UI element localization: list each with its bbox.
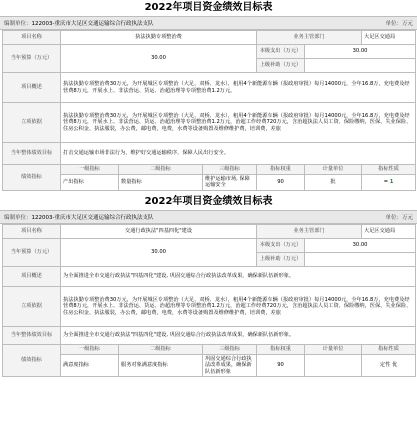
currency-unit: 单位：万元 (385, 214, 413, 221)
unit-name: 122003-重庆市大足区交通运输综合行政执法支队 (31, 21, 154, 27)
annual-goal-text: 为全面推进全市交通行政执法"四基四化"建设, 巩固交通综合行政执法改革成果，确保新队伍新形象。 (61, 326, 416, 344)
project-name: 交通行政执法"四基四化"建设 (61, 224, 257, 238)
indicators-label: 绩效指标 (3, 344, 61, 376)
indicator-header: 三级指标 (203, 165, 257, 175)
local-spend-value: 30.00 (305, 238, 416, 252)
local-spend-label: 本级支出（万元） (257, 238, 305, 252)
overview-label: 项目概述 (3, 266, 61, 286)
basis-text: 执法执勤专项整治费30万元，为开展城区专项整治（大足、双桥、龙水），租用4个新能源车辆（报政府审批）每月14000元，全年16.8万，充电费及经营费8万元，开展水上、非法营运、货运、治超治理等专项整治费1.2万元，治超工作经费720万元，含治超执法人员工资、保险缴纳，医保、失业保险、住房公积金、执法服装，办公费，邮电费，电费，水费等设备购置及维修维护费，培训费，差旅 (61, 286, 416, 326)
basis-label: 立项依据 (3, 286, 61, 326)
project-name-label: 项目名称 (3, 31, 61, 45)
currency-unit: 单位：万元 (385, 21, 413, 27)
indicator-level3: 巩固交通综合行政执法改革成果，确保新队伍新形象 (203, 354, 257, 376)
indicator-value: 1 (389, 179, 394, 186)
indicator-header: 指标性质 (362, 165, 416, 175)
local-spend-value: 30.00 (305, 45, 416, 59)
form-title: 2022年项目资金绩效目标表 (144, 2, 273, 13)
basis-text: 执法执勤专项整治费30万元，为开展城区专项整治（大足、双桥、龙水），租用4个新能源车辆（报政府审批）每月14000元，全年16.8万，充电费及经营费8万元，开展水上、非法营运、货运、治超治理等专项整治费1.2万元，治超工作经费720万元，含治超执法人员工资、保险缴纳，医保、失业保险、住房公积金、执法服装，办公费，邮电费，电费，水费等设备购置及维修维护费，培训费，差旅 (61, 103, 416, 143)
upper-subsidy-label: 上级补助（万元） (257, 252, 305, 266)
local-spend-label: 本级支出（万元） (257, 45, 305, 59)
meta-row (0, 210, 417, 224)
indicator-header: 一级指标 (61, 165, 119, 175)
dept-label: 业务主管部门 (257, 224, 362, 238)
overview-text: 执法执勤专项整治费30万元，为开展城区专项整治（大足、双桥、龙水），租用4个新能源车辆（报政府审批）每月14000元，全年16.8万，充电费及经营费8万元，开展水上、非法营运、货运、治超治理等专项整治费1.2万元。 (61, 73, 416, 103)
dept-name: 大足区交通局 (362, 224, 416, 238)
indicator-unit (305, 354, 362, 376)
indicator-header: 计量单位 (305, 344, 362, 354)
dept-name: 大足区交通局 (362, 31, 416, 45)
budget-label: 当年预算（万元） (3, 45, 61, 73)
indicator-header: 二级指标 (119, 165, 203, 175)
indicator-level1: 满意度指标 (61, 354, 119, 376)
upper-subsidy-value (305, 59, 416, 73)
project-name-label: 项目名称 (3, 224, 61, 238)
indicator-unit: 批 (305, 175, 362, 191)
budget-value: 30.00 (61, 238, 257, 266)
project-name: 执法执勤专项整治费 (61, 31, 257, 45)
overview-label: 项目概述 (3, 73, 61, 103)
form-title: 2022年项目资金绩效目标表 (144, 195, 273, 207)
indicator-header: 二级指标 (119, 344, 203, 354)
unit-name: 122003-重庆市大足区交通运输综合行政执法支队 (31, 214, 154, 221)
indicator-weight: 90 (257, 175, 305, 191)
indicator-header: 计量单位 (305, 165, 362, 175)
indicator-level3: 维护运输市场, 保障运输安全 (203, 175, 257, 191)
annual-goal-label: 当年整体绩效目标 (3, 326, 61, 344)
dept-label: 业务主管部门 (257, 31, 362, 45)
indicator-header: 指标性质 (362, 344, 416, 354)
unit-label: 编制单位： (4, 21, 32, 27)
indicator-nature: 定性 (379, 362, 391, 369)
goal-table (2, 30, 416, 191)
annual-goal-label: 当年整体绩效目标 (3, 143, 61, 165)
basis-label: 立项依据 (3, 103, 61, 143)
indicator-weight: 90 (257, 354, 305, 376)
annual-goal-text: 打击交通运输市场非法行为，维护好交通运输秩序，保障人民出行安全。 (61, 143, 416, 165)
budget-value: 30.00 (61, 45, 257, 73)
upper-subsidy-value (305, 252, 416, 266)
indicator-header: 指标权重 (257, 344, 305, 354)
form-1 (0, 0, 417, 191)
indicator-header: 指标权重 (257, 165, 305, 175)
goal-table (2, 224, 416, 377)
indicator-level1: 产出指标 (61, 175, 119, 191)
indicator-level2: 服务对象满意度指标 (119, 354, 203, 376)
indicator-nature: = (383, 179, 389, 186)
indicator-value: 优 (391, 362, 398, 369)
upper-subsidy-label: 上级补助（万元） (257, 59, 305, 73)
indicator-header: 三级指标 (203, 344, 257, 354)
unit-label: 编制单位： (4, 214, 32, 221)
indicator-header: 一级指标 (61, 344, 119, 354)
meta-row (0, 16, 417, 30)
overview-text: 为全面推进全市交通行政执法"四基四化"建设, 巩固交通综合行政执法改革成果，确保新队伍新形象。 (61, 266, 416, 286)
budget-label: 当年预算（万元） (3, 238, 61, 266)
form-2 (0, 194, 417, 377)
indicator-level2: 数量指标 (119, 175, 203, 191)
table-row (3, 175, 416, 191)
indicators-label: 绩效指标 (3, 165, 61, 191)
table-row (3, 354, 416, 376)
